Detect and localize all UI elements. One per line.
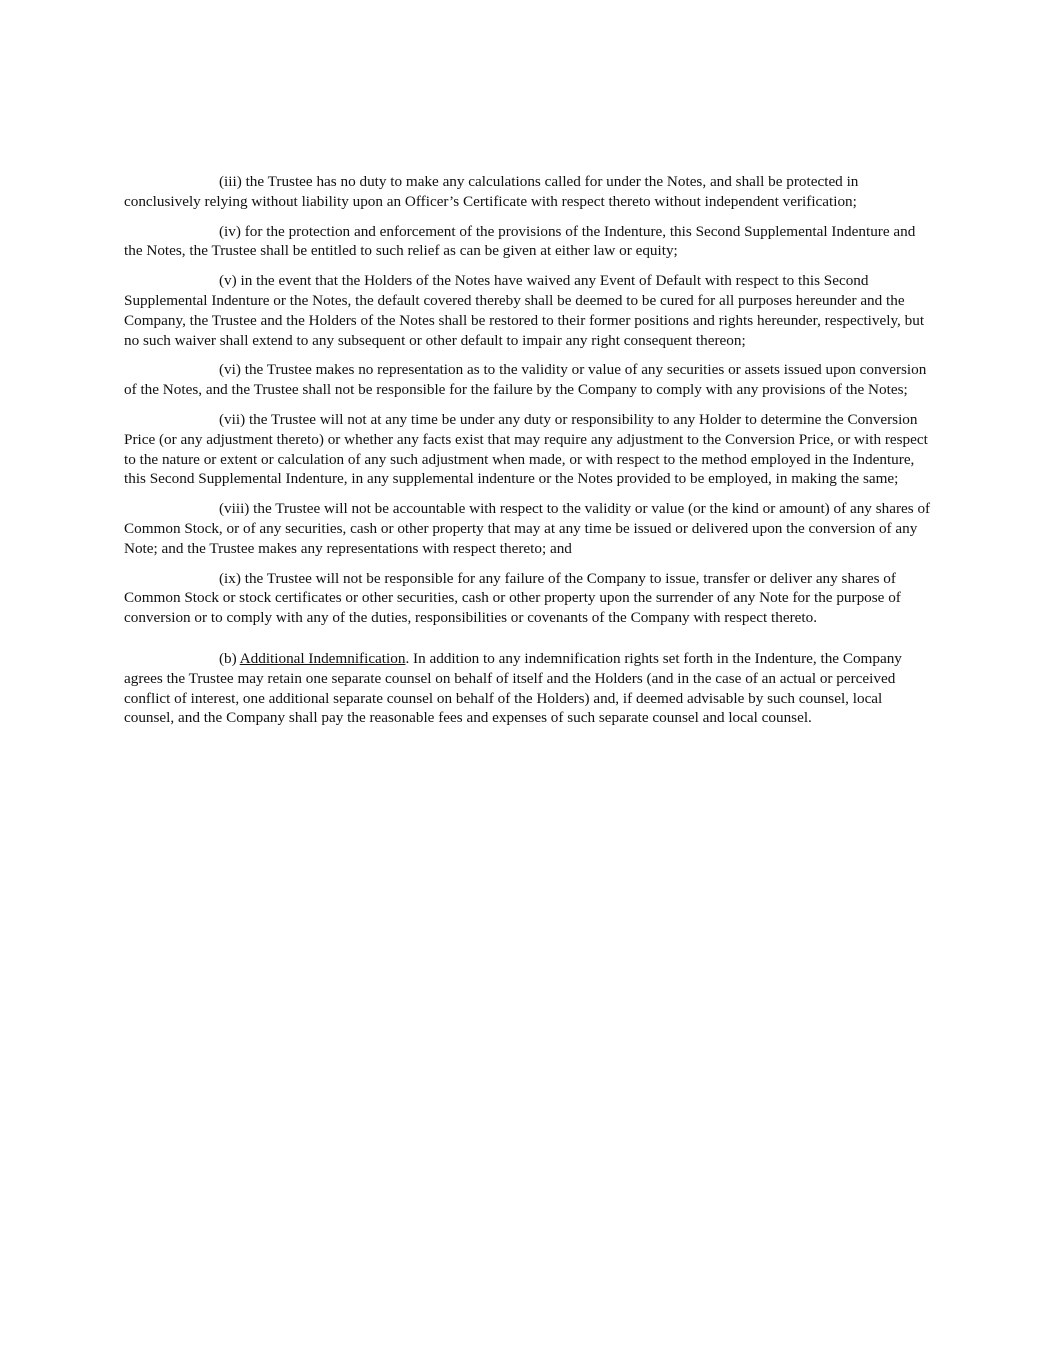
- paragraph-iv: (iv) for the protection and enforcement of the provisions of the Indenture, this Second Supplemental Indenture and the Notes, the Trustee shall be entitled to such relief as can be given at either law or equity;: [124, 222, 916, 260]
- section-b-prefix: (b): [219, 649, 240, 667]
- paragraph-b: [124, 649, 932, 728]
- document-body: [124, 172, 932, 738]
- section-b-body: . In addition to any indemnification rights set forth in the Indenture, the Company agrees the Trustee may retain one separate counsel on behalf of itself and the Holders (and in the case of an actual or perceived conflict of interest, one additional separate counsel on behalf of the Holders) and, if deemed advisable by such counsel, local counsel, and the Company shall pay the reasonable fees and expenses of such separate counsel and local counsel.: [124, 649, 902, 727]
- paragraph-iii: (iii) the Trustee has no duty to make any calculations called for under the Notes, and shall be protected in conclusively relying without liability upon an Officer’s Certificate with respect thereto without independent verification;: [124, 173, 859, 210]
- paragraph-v: (v) in the event that the Holders of the Notes have waived any Event of Default with respect to this Second Supplemental Indenture or the Notes, the default covered thereby shall be deemed to be cured for all purposes hereunder and the Company, the Trustee and the Holders of the Notes shall be restored to their former positions and rights hereunder, respectively, but no such waiver shall extend to any subsequent or other default to impair any right consequent thereon;: [124, 272, 925, 349]
- paragraph-vi: (vi) the Trustee makes no representation as to the validity or value of any securities or assets issued upon conversion of the Notes, and the Trustee shall not be responsible for the failure by the Company to comply with any provisions of the Notes;: [124, 361, 927, 399]
- paragraph-vii: (vii) the Trustee will not at any time be under any duty or responsibility to any Holder to determine the Conversion Price (or any adjustment thereto) or whether any facts exist that may require any adjustment to the Conversion Price, or with respect to the nature or extent or calculation of any such adjustment when made, or with respect to the method employed in the Indenture, this Second Supplemental Indenture, in any supplemental indenture or the Notes provided to be employed, in making the same;: [124, 410, 928, 488]
- section-b-heading: Additional Indemnification: [239, 649, 406, 667]
- paragraph-viii: (viii) the Trustee will not be accountable with respect to the validity or value (or the kind or amount) of any shares of Common Stock, or of any securities, cash or other property that may at any time be issued or delivered upon the conversion of any Note; and the Trustee makes any representations with respect thereto; and: [124, 500, 931, 557]
- paragraph-ix: (ix) the Trustee will not be responsible for any failure of the Company to issue, transfer or deliver any shares of Common Stock or stock certificates or other securities, cash or other property upon the surrender of any Note for the purpose of conversion or to comply with any of the duties, responsibilities or covenants of the Company with respect thereto.: [124, 569, 901, 627]
